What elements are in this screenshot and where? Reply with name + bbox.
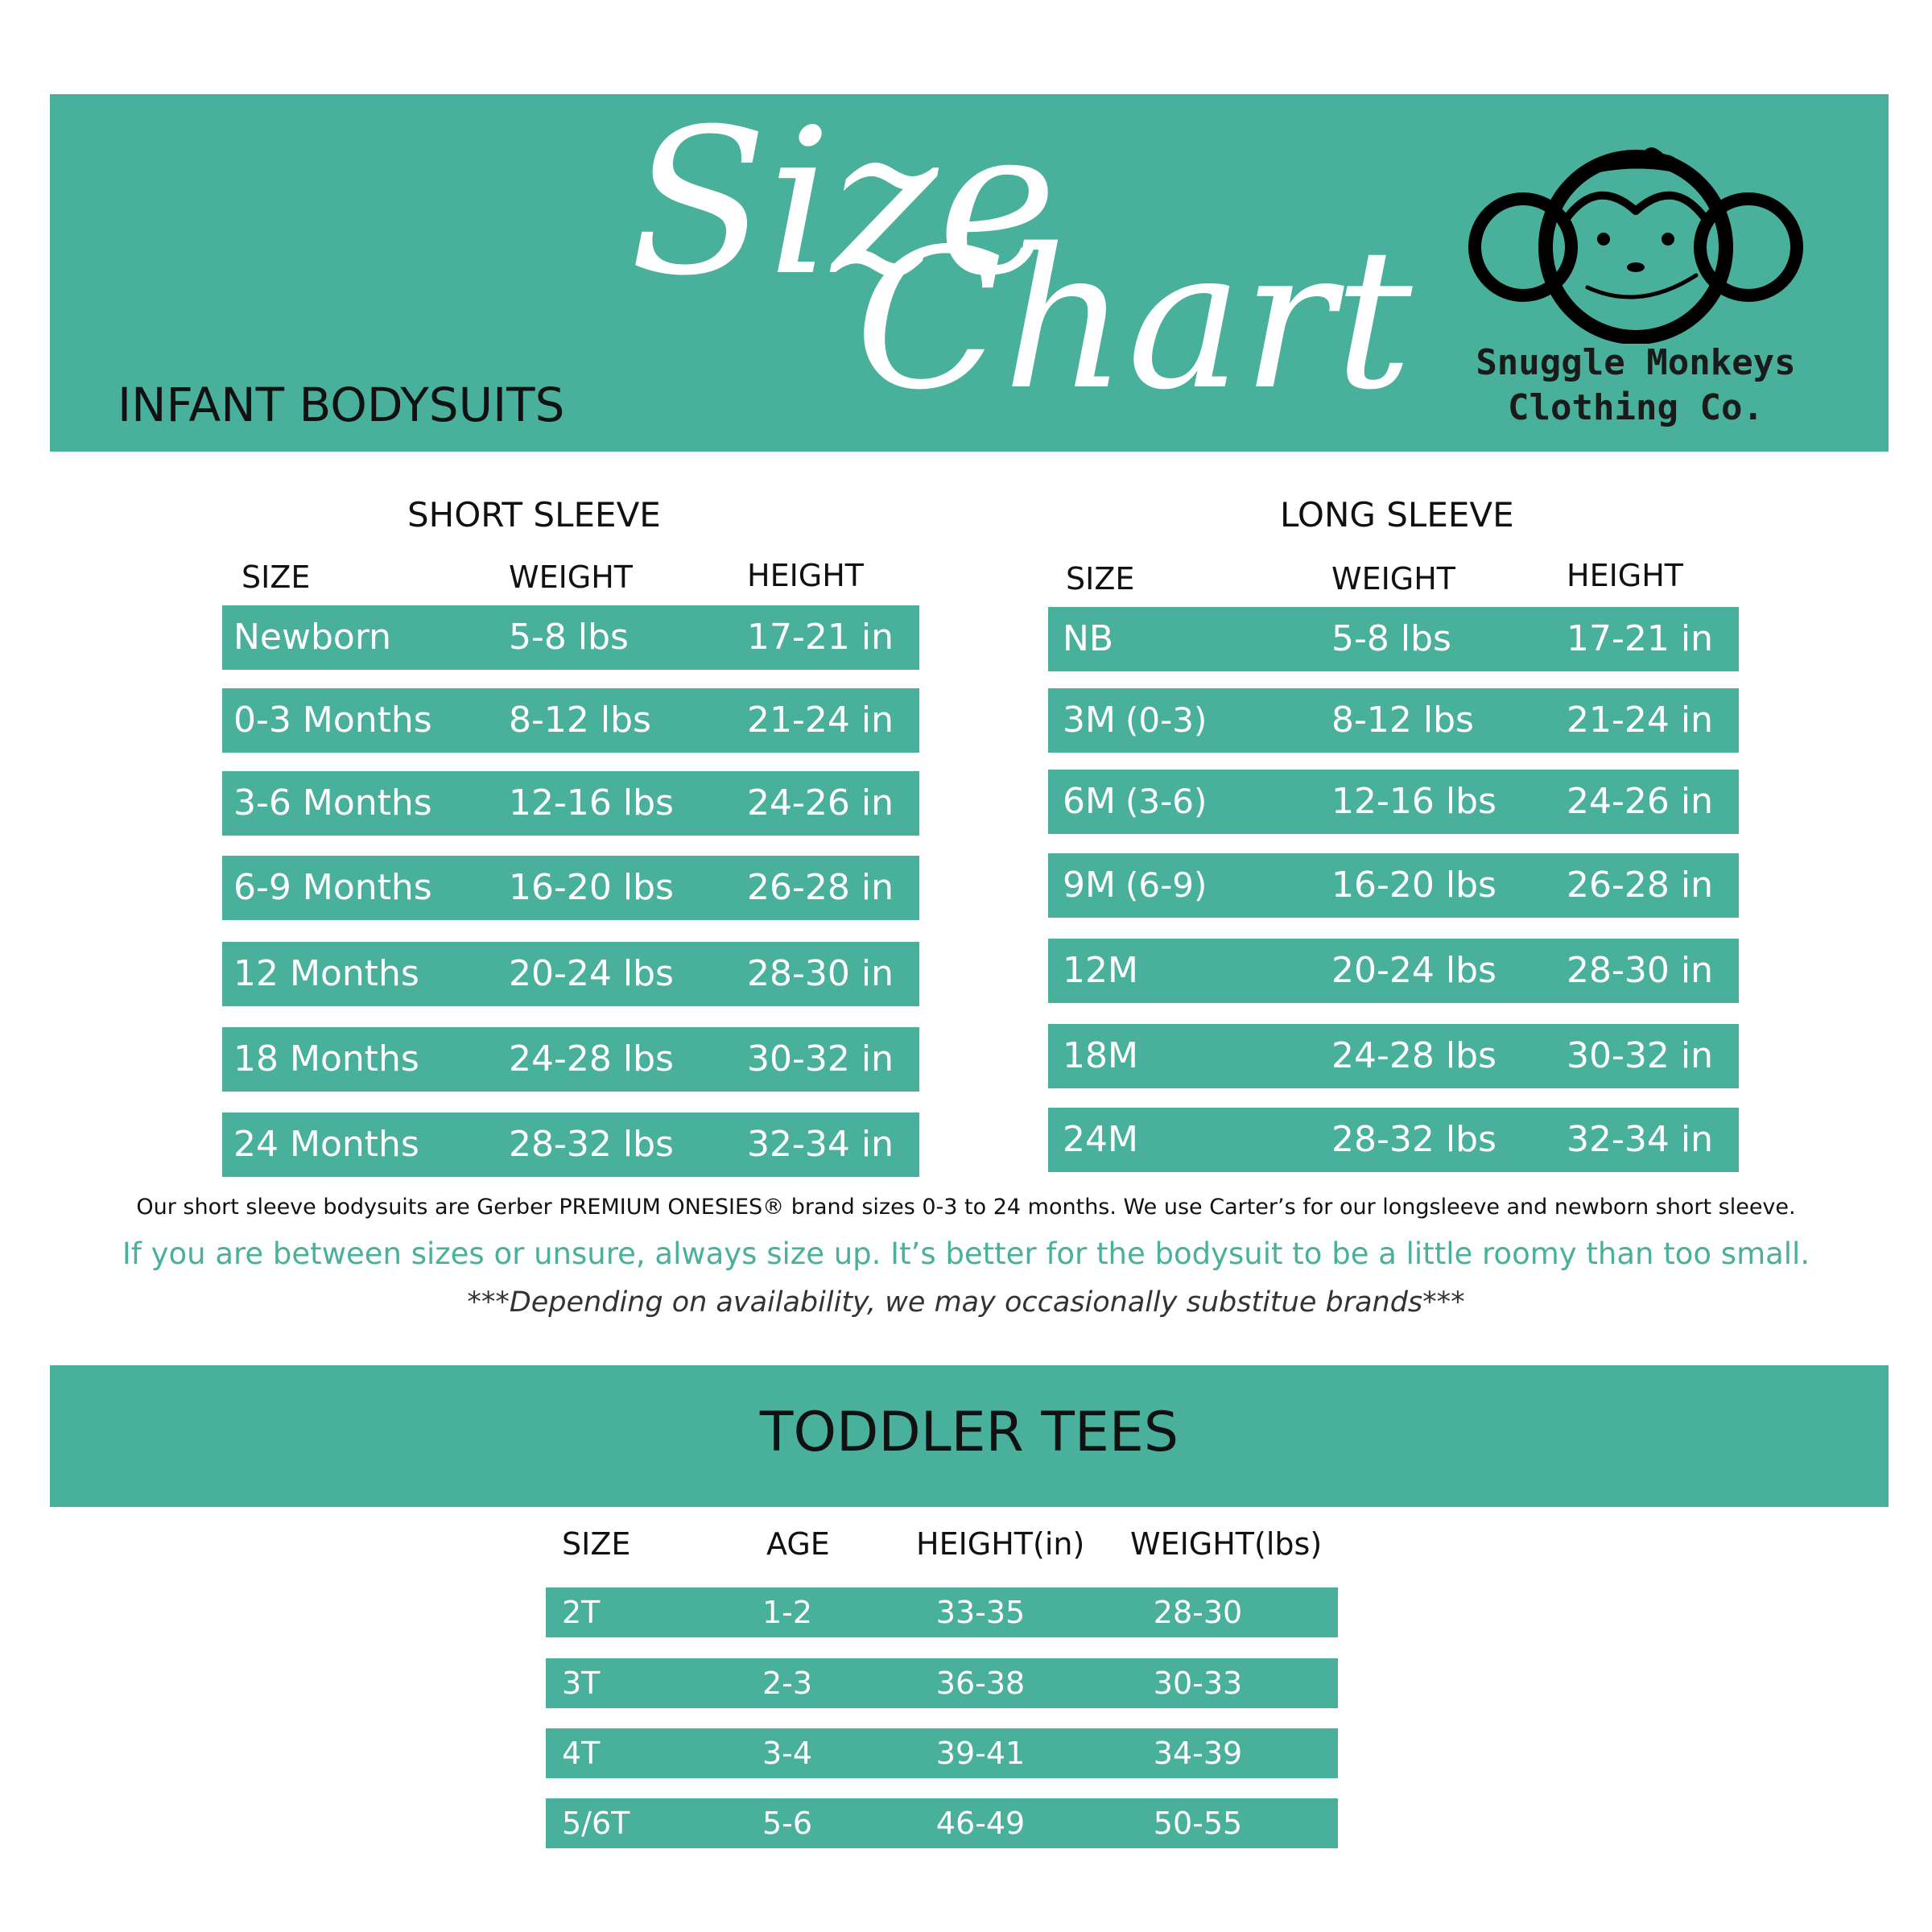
brand-name-line2: Clothing Co. <box>1508 387 1764 428</box>
height-cell: 30-32 in <box>747 1038 894 1080</box>
size-cell: Newborn <box>233 617 392 658</box>
long-col-weight: WEIGHT <box>1331 561 1456 597</box>
table-row <box>222 1113 919 1177</box>
size-cell: NB <box>1063 618 1114 659</box>
table-row <box>222 771 919 836</box>
short-col-weight: WEIGHT <box>509 559 634 595</box>
age-cell: 2-3 <box>762 1666 813 1701</box>
height-cell: 21-24 in <box>747 700 894 741</box>
weight-cell: 5-8 lbs <box>1331 618 1451 659</box>
weight-cell: 28-32 lbs <box>509 1124 674 1165</box>
table-row <box>1048 688 1739 753</box>
height-cell: 24-26 in <box>1567 781 1713 822</box>
height-cell: 33-35 <box>935 1595 1026 1630</box>
note-brands: Our short sleeve bodysuits are Gerber PREMIUM ONESIES® brand sizes 0-3 to 24 months. We use Carter’s for our longsleeve and newborn short sleeve. <box>136 1195 1796 1220</box>
table-row <box>1048 1108 1739 1172</box>
weight-cell: 34-39 <box>1153 1736 1243 1771</box>
short-col-height: HEIGHT <box>747 558 865 593</box>
height-cell: 28-30 in <box>747 953 894 994</box>
short-col-size: SIZE <box>242 559 311 595</box>
table-row <box>222 688 919 753</box>
height-cell: 28-30 in <box>1567 950 1713 991</box>
header-banner <box>50 85 1889 452</box>
weight-cell: 20-24 lbs <box>1331 950 1496 991</box>
table-row <box>1048 770 1739 834</box>
script-title-size: Size <box>630 85 1057 320</box>
note-size-up: If you are between sizes or unsure, always size up. It’s better for the bodysuit to be a little roomy than too small. <box>122 1236 1810 1271</box>
age-cell: 1-2 <box>762 1595 813 1630</box>
monkey-face-icon <box>1467 126 1805 344</box>
height-cell: 32-34 in <box>747 1124 894 1165</box>
size-cell: 12 Months <box>233 953 419 994</box>
height-cell: 24-26 in <box>747 782 894 824</box>
height-cell: 36-38 <box>935 1666 1026 1701</box>
weight-cell: 20-24 lbs <box>509 953 674 994</box>
section-title-infant-bodysuits: INFANT BODYSUITS <box>118 378 565 432</box>
size-cell: 5/6T <box>562 1806 630 1841</box>
height-cell: 17-21 in <box>1567 618 1713 659</box>
table-row <box>546 1728 1338 1778</box>
height-cell: 21-24 in <box>1567 700 1713 741</box>
size-cell: 18M <box>1063 1035 1138 1076</box>
table-row <box>546 1798 1338 1848</box>
table-row <box>546 1587 1338 1637</box>
height-cell: 26-28 in <box>1567 865 1713 906</box>
age-range-cell: (6-9) <box>1125 865 1208 905</box>
table-row <box>222 856 919 920</box>
long-sleeve-heading: LONG SLEEVE <box>1280 495 1514 535</box>
weight-cell: 8-12 lbs <box>1331 700 1474 741</box>
table-row <box>222 605 919 670</box>
weight-cell: 16-20 lbs <box>509 867 674 908</box>
short-sleeve-heading: SHORT SLEEVE <box>407 495 661 535</box>
size-cell: 9M <box>1063 865 1116 906</box>
table-row <box>1048 853 1739 918</box>
toddler-banner <box>50 1365 1889 1507</box>
toddler-title: TODDLER TEES <box>759 1401 1179 1464</box>
height-cell: 26-28 in <box>747 867 894 908</box>
weight-cell: 50-55 <box>1153 1806 1243 1841</box>
long-col-size: SIZE <box>1066 561 1135 597</box>
size-cell: 3M <box>1063 700 1116 741</box>
size-cell: 2T <box>562 1595 601 1630</box>
table-row <box>546 1658 1338 1708</box>
table-row <box>222 1027 919 1092</box>
weight-cell: 24-28 lbs <box>509 1038 674 1080</box>
toddler-col-height: HEIGHT(in) <box>916 1526 1085 1562</box>
weight-cell: 24-28 lbs <box>1331 1035 1496 1076</box>
table-row <box>222 942 919 1006</box>
size-cell: 18 Months <box>233 1038 419 1080</box>
note-substitute: ***Depending on availability, we may occasionally substitue brands*** <box>467 1286 1465 1319</box>
height-cell: 39-41 <box>935 1736 1026 1771</box>
table-row <box>1048 607 1739 671</box>
size-cell: 6-9 Months <box>233 867 432 908</box>
toddler-col-age: AGE <box>766 1526 830 1562</box>
weight-cell: 30-33 <box>1153 1666 1243 1701</box>
size-cell: 0-3 Months <box>233 700 432 741</box>
toddler-col-size: SIZE <box>562 1526 631 1562</box>
brand-name-line1: Snuggle Monkeys <box>1476 342 1796 383</box>
height-cell: 46-49 <box>935 1806 1026 1841</box>
weight-cell: 28-32 lbs <box>1331 1119 1496 1160</box>
age-cell: 3-4 <box>762 1736 813 1771</box>
long-col-height: HEIGHT <box>1567 558 1684 593</box>
table-row <box>1048 939 1739 1003</box>
weight-cell: 12-16 lbs <box>1331 781 1496 822</box>
age-range-cell: (3-6) <box>1125 782 1208 821</box>
weight-cell: 12-16 lbs <box>509 782 674 824</box>
size-cell: 24M <box>1063 1119 1138 1160</box>
age-cell: 5-6 <box>762 1806 813 1841</box>
toddler-col-weight: WEIGHT(lbs) <box>1130 1526 1323 1562</box>
size-cell: 3-6 Months <box>233 782 432 824</box>
weight-cell: 8-12 lbs <box>509 700 651 741</box>
height-cell: 30-32 in <box>1567 1035 1713 1076</box>
weight-cell: 5-8 lbs <box>509 617 629 658</box>
size-cell: 24 Months <box>233 1124 419 1165</box>
age-range-cell: (0-3) <box>1125 700 1208 740</box>
height-cell: 32-34 in <box>1567 1119 1713 1160</box>
weight-cell: 28-30 <box>1153 1595 1243 1630</box>
size-cell: 4T <box>562 1736 601 1771</box>
weight-cell: 16-20 lbs <box>1331 865 1496 906</box>
size-cell: 3T <box>562 1666 601 1701</box>
table-row <box>1048 1024 1739 1088</box>
height-cell: 17-21 in <box>747 617 894 658</box>
script-title-chart: Chart <box>855 207 1413 432</box>
size-cell: 6M <box>1063 781 1116 822</box>
size-cell: 12M <box>1063 950 1138 991</box>
